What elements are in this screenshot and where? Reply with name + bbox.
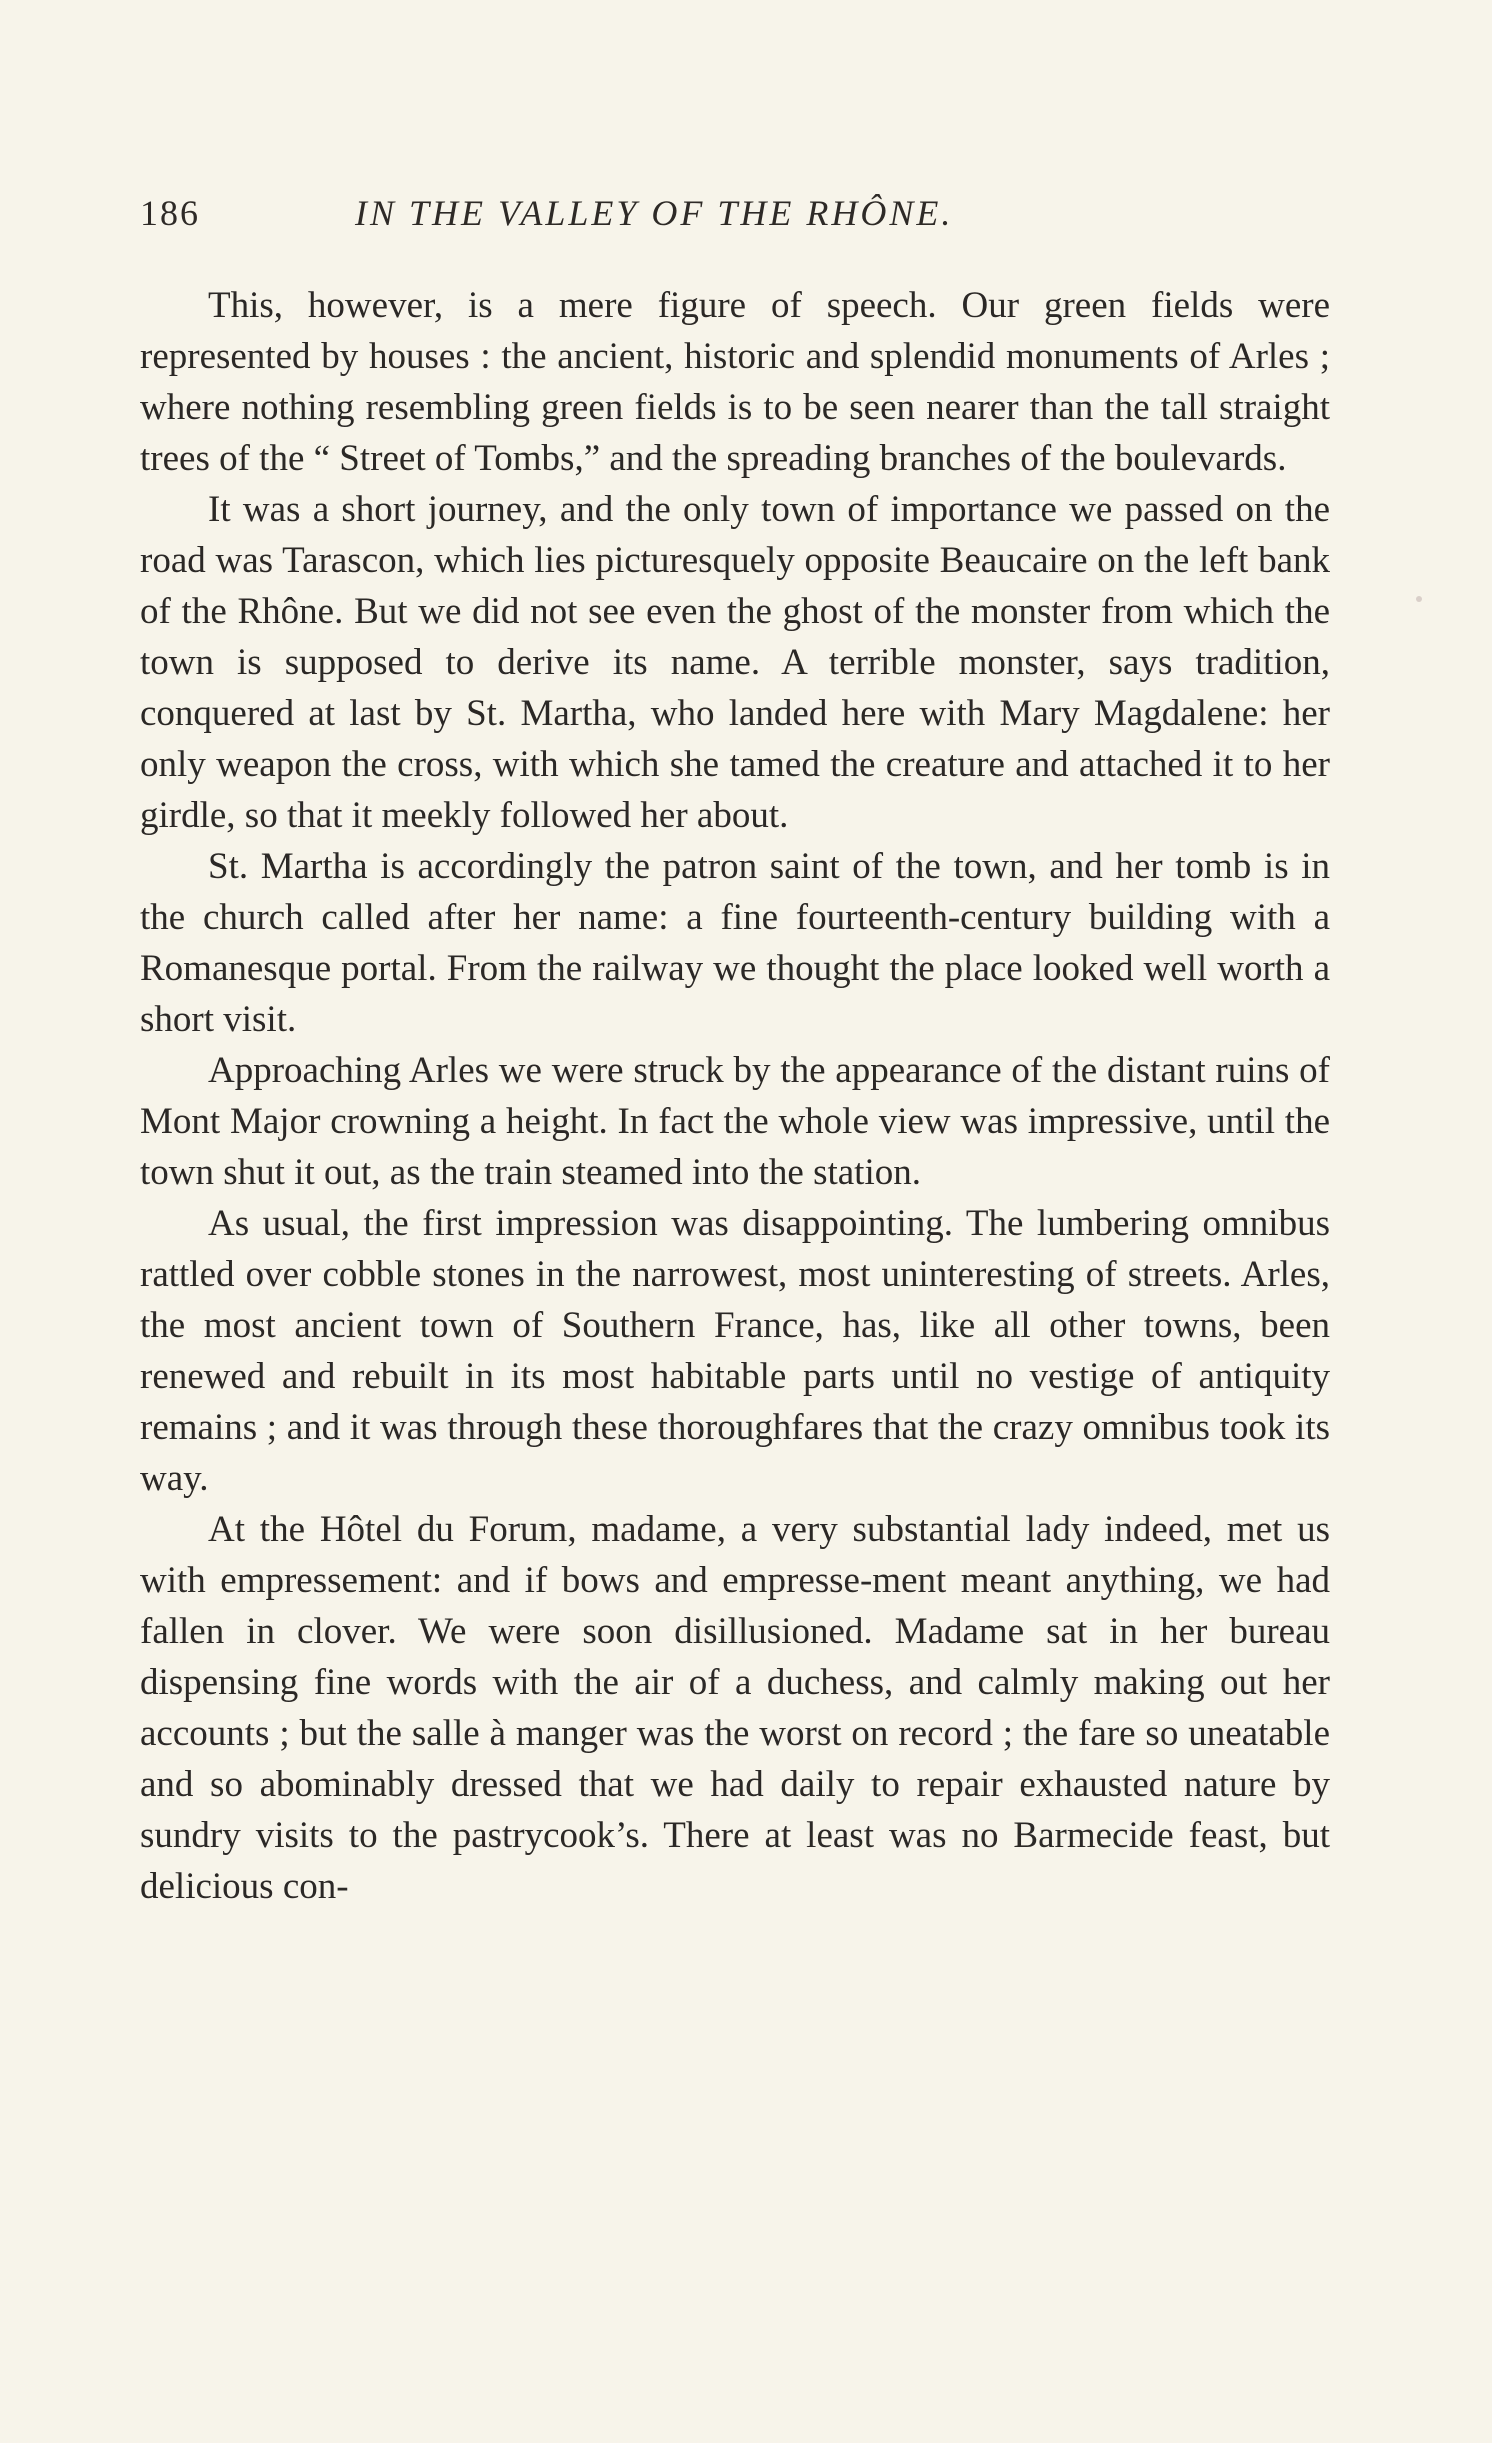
page-number: 186 xyxy=(140,193,200,233)
paragraph-4: Approaching Arles we were struck by the appearance of the distant ruins of Mont Major crowning a height. In fact the whole view was impressive, until the town shut it out, as the train steamed into the station. xyxy=(140,1050,1330,1193)
running-head xyxy=(140,192,1330,242)
paragraph-1: This, however, is a mere figure of speech. Our green fields were represented by houses : the ancient, historic and splendid monuments of Arles ; where nothing resembling green fields is to be seen nearer than the tall straight trees of the “ Street of Tombs,” and the spreading branches of the boulevards. xyxy=(140,285,1330,479)
paragraph-6: At the Hôtel du Forum, madame, a very substantial lady indeed, met us with empressement: and if bows and empresse-ment meant anything, we had fallen in clover. We were soon disillusioned. Madame sat in her bureau dispensing fine words with the air of a duchess, and calmly making out her accounts ; but the salle à manger was the worst on record ; the fare so uneatable and so abominably dressed that we had daily to repair exhausted nature by sundry visits to the pastrycook’s. There at least was no Barmecide feast, but delicious con- xyxy=(140,1509,1330,1907)
running-title: IN THE VALLEY OF THE RHÔNE. xyxy=(355,193,954,233)
body-text xyxy=(140,280,1330,1912)
paper-blemish xyxy=(1416,596,1422,602)
paragraph-5: As usual, the first impression was disappointing. The lumbering omnibus rattled over cobble stones in the narrowest, most uninteresting of streets. Arles, the most ancient town of Southern France, has, like all other towns, been renewed and rebuilt in its most habitable parts until no vestige of antiquity remains ; and it was through these thoroughfares that the crazy omnibus took its way. xyxy=(140,1203,1330,1499)
paragraph-3: St. Martha is accordingly the patron saint of the town, and her tomb is in the church called after her name: a fine fourteenth-century building with a Romanesque portal. From the railway we thought the place looked well worth a short visit. xyxy=(140,846,1330,1040)
paragraph-2: It was a short journey, and the only town of importance we passed on the road was Tarascon, which lies picturesquely opposite Beaucaire on the left bank of the Rhône. But we did not see even the ghost of the monster from which the town is supposed to derive its name. A terrible monster, says tradition, conquered at last by St. Martha, who landed here with Mary Magdalene: her only weapon the cross, with which she tamed the creature and attached it to her girdle, so that it meekly followed her about. xyxy=(140,489,1330,836)
